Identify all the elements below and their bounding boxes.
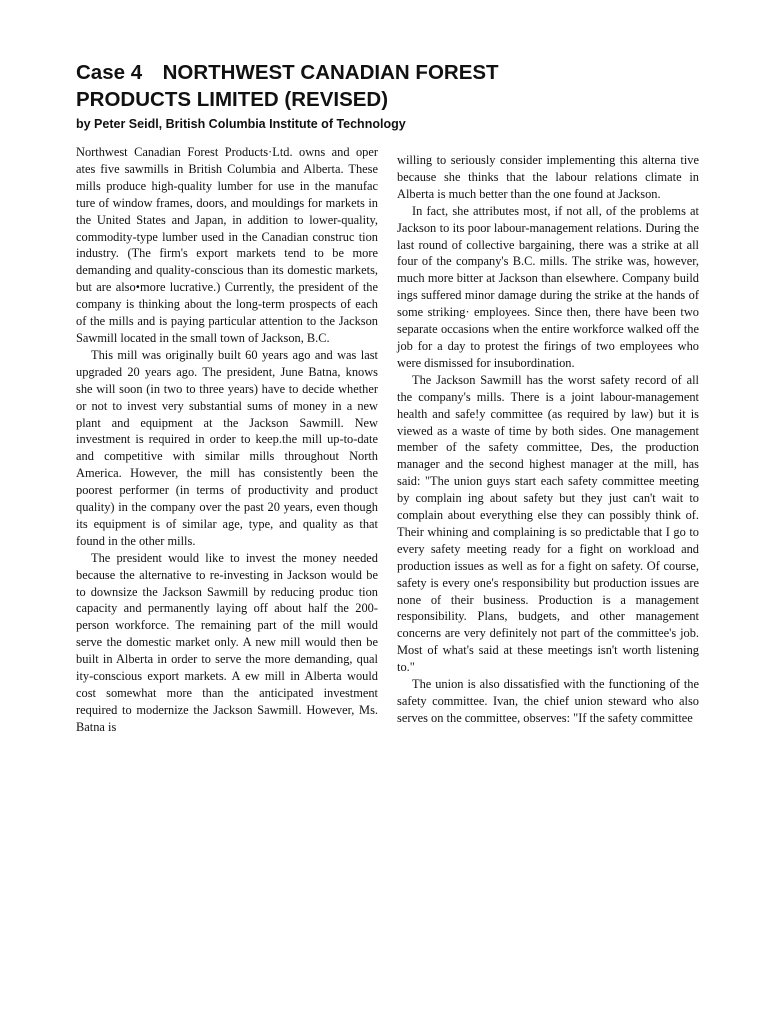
left-text-column bbox=[76, 144, 378, 736]
paragraph: In fact, she attributes most, if not all, of the problems at Jackson to its poor labour-management relations. During the last round of collective bargaining, there was a strike at all four of the company's B.C. mills. The strike was, however, much more bitter at Jackson than elsewhere. Company build ings suffered minor damage during the strike at the hands of some striking· employees. Since then, there have been two separate occasions when the entire workforce walked off the job for a day to protest the firings of two employees who were dismissed for insubordination. bbox=[397, 203, 699, 370]
paragraph: The union is also dissatisfied with the functioning of the safety committee. Ivan, the chief union steward who also serves on the committee, observes: "If the safety committee bbox=[397, 677, 699, 725]
right-text-column bbox=[397, 152, 699, 727]
case-title: Case 4 NORTHWEST CANADIAN FOREST PRODUCTS LIMITED (REVISED) bbox=[76, 61, 499, 111]
author-byline: by Peter Seidl, British Columbia Institute of Technology bbox=[76, 117, 406, 131]
paragraph: Northwest Canadian Forest Products·Ltd. owns and oper ates five sawmills in British Columbia and Alberta. These mills produce high-quality lumber for use in the manufac ture of window frames, doors, and mouldings for markets in the United States and Japan, in addition to lower-quality, commodity-type lumber used in the Canadian construc tion industry. (The firm's export markets tend to be more demanding and quality-conscious than its domestic markets, but are also•more lucrative.) Currently, the president of the company is thinking about the long-term prospects of each of the mills and is paying particular attention to the Jackson Sawmill located in the small town of Jackson, B.C. bbox=[76, 145, 378, 345]
paragraph: The Jackson Sawmill has the worst safety record of all the company's mills. There is a joint labour-management health and safe!y committee (as required by law) but it is viewed as a waste of time by both sides. One management member of the safety committee, Des, the production manager and the second highest manager at the mill, has said: "The union guys start each safety committee meeting by complain ing about safety but they just can't wait to complain about everything else they can possibly think of. Their whining and complaining is so predictable that I go to every safety meeting ready for a fight on workload and production issues as well as for a fight on safety. Of course, safety is every one's responsibility but production issues are none of their business. Production is a management responsibility. Plans, budgets, and other management concerns are very definitely not part of the committee's job. Most of what's said at these meetings isn't worth listening to." bbox=[397, 372, 699, 675]
paragraph: The president would like to invest the money needed because the alternative to re-investing in Jackson would be to downsize the Jackson Sawmill by reducing produc tion capacity and permanently laying off about half the 200-person workforce. The remaining part of the mill would serve the domestic market only. A new mill would then be built in Alberta in order to serve the more demanding, qual ity-conscious export markets. A ew mill in Alberta would cost somewhat more than the anticipated investment required to modernize the Jackson Sawmill. However, Ms. Batna is bbox=[76, 550, 378, 734]
paragraph: This mill was originally built 60 years ago and was last upgraded 20 years ago. The president, June Batna, knows she will soon (in two to three years) have to decide whether or not to invest very substantial sums of money in a new plant and equipment at the Jackson Sawmill. New investment is required in order to keep.the mill up-to-date and competitive with similar mills throughout North America. However, the mill has consistently been the poorest performer (in terms of productivity and product quality) in the company over the past 20 years, even though its equipment is of similar age, type, and quality as that found in the other mills. bbox=[76, 347, 378, 548]
paragraph: willing to seriously consider implementing this alterna tive because she thinks that the labour relations climate in Alberta is much better than the one found at Jackson. bbox=[397, 153, 699, 201]
